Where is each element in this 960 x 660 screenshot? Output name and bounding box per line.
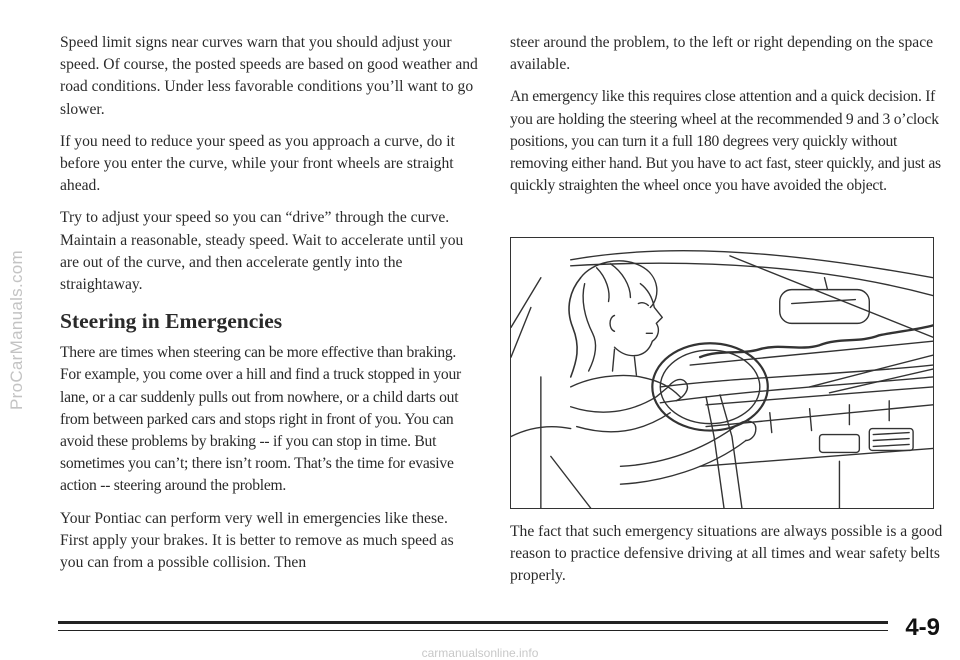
- figure-caption: The fact that such emergency situations are always possible is a good reason to practice defensive driving at all times and wear safety belts properly.: [510, 523, 943, 585]
- side-watermark: [2, 0, 32, 660]
- paragraph-steer-around: steer around the problem, to the left or right depending on the space available.: [510, 34, 934, 74]
- right-column: [510, 32, 942, 207]
- footer-watermark: carmanualsonline.info: [421, 646, 539, 660]
- paragraph-speed-signs: Speed limit signs near curves warn that you should adjust your speed. Of course, the posted speeds are based on good weather and road conditions. Under less favorable conditions you’ll want to go slower.: [60, 34, 478, 118]
- page-number: 4-9: [905, 614, 940, 641]
- paragraph-quick-decision: An emergency like this requires close attention and a quick decision. If you are holding the steering wheel at the recommended 9 and 3 o’clock positions, you can turn it a full 180 degrees very quickly without removing either hand. But you have to act fast, steer quickly, and just as quickly straighten the wheel once you have avoided the object.: [510, 88, 941, 195]
- section-heading: Steering in Emergencies: [60, 309, 283, 334]
- paragraph-adjust-speed: Try to adjust your speed so you can “drive” through the curve. Maintain a reasonable, steady speed. Wait to accelerate until you are out of the curve, and then accelerate gently into the straightaway.: [60, 209, 464, 294]
- driver-illustration: [510, 237, 934, 509]
- side-watermark-text: ProCarManuals.com: [7, 249, 26, 411]
- left-column: [60, 32, 478, 584]
- paragraph-steering-effective: There are times when steering can be more effective than braking. For example, you come over a hill and find a truck stopped in your lane, or a car suddenly pulls out from nowhere, or a child darts out from between parked cars and stops right in front of you. You can avoid these problems by braking -- if you can stop in time. But sometimes you can’t; there isn’t room. That’s the time for evasive action -- steering around the problem.: [60, 344, 461, 495]
- footer-rule-thick: [58, 621, 888, 624]
- paragraph-reduce-speed: If you need to reduce your speed as you approach a curve, do it before you enter the curve, while your front wheels are straight ahead.: [60, 132, 455, 195]
- footer-rule-thin: [58, 630, 888, 631]
- driver-illustration-drawing: [511, 238, 933, 508]
- paragraph-pontiac-emergencies: Your Pontiac can perform very well in emergencies like these. First apply your brakes. It is better to remove as much speed as you can from a possible collision. Then: [60, 509, 454, 572]
